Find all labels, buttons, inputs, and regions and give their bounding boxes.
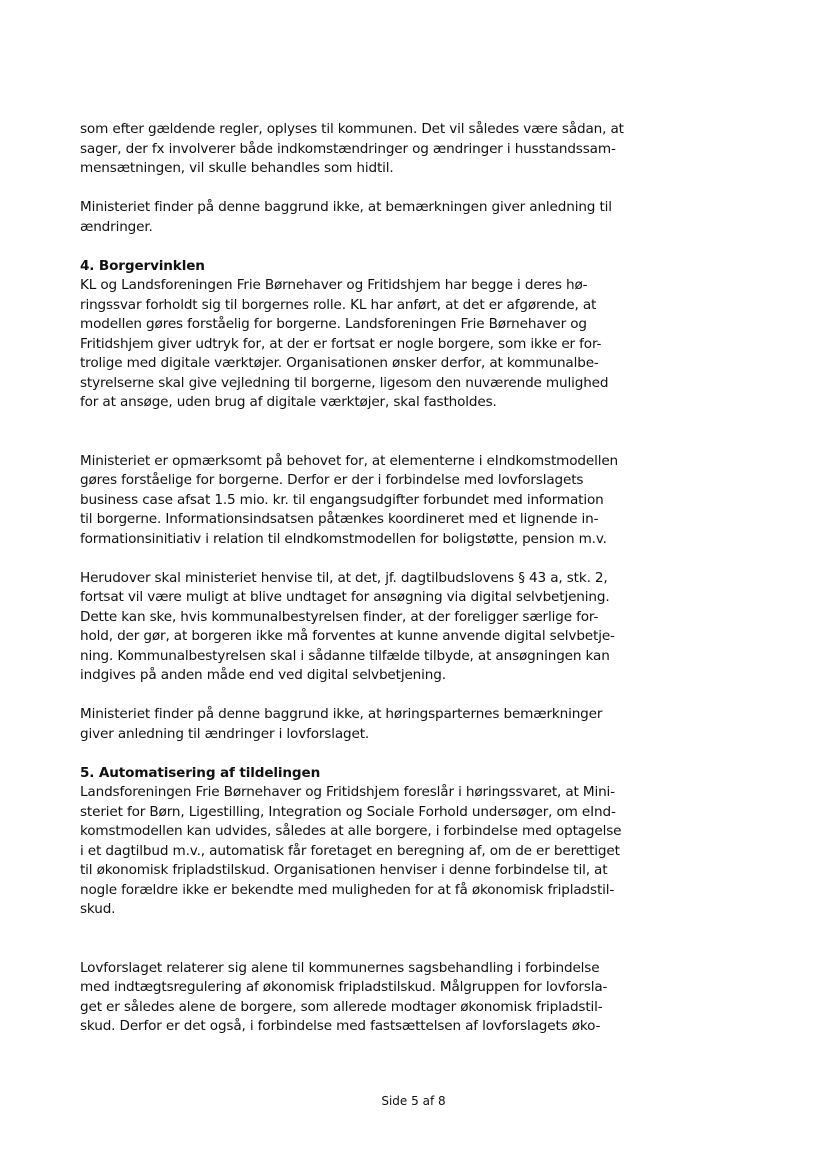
paragraph-ministry-response-scope xyxy=(80,959,620,1037)
text-line: formationsinitiativ i relation til eIndkomstmodellen for boligstøtte, pension m.v. xyxy=(80,530,607,547)
text-line: fortsat vil være muligt at blive undtaget for ansøgning via digital selvbetjening. xyxy=(80,589,610,605)
text-line: Lovforslaget relaterer sig alene til kommunernes sagsbehandling i forbindelse xyxy=(80,959,600,976)
text-line: modellen gøres forståelig for borgerne. Landsforeningen Frie Børnehaver og xyxy=(80,316,587,332)
text-line: indgives på anden måde end ved digital selvbetjening. xyxy=(80,667,446,683)
text-line: ning. Kommunalbestyrelsen skal i sådanne tilfælde tilbyde, at ansøgningen kan xyxy=(80,647,610,664)
text-line: trolige med digitale værktøjer. Organisationen ønsker derfor, at kommunalbe- xyxy=(80,355,599,371)
text-line: ændringer. xyxy=(80,218,153,235)
text-line: sager, der fx involverer både indkomstændringer og ændringer i husstandssam- xyxy=(80,140,616,157)
text-line: steriet for Børn, Ligestilling, Integration og Sociale Forhold undersøger, om eInd- xyxy=(80,803,616,820)
page-separator: af xyxy=(422,1094,435,1108)
text-line: til borgerne. Informationsindsatsen påtænkes koordineret med et lignende in- xyxy=(80,511,599,527)
text-line: ringssvar forholdt sig til borgernes rolle. KL har anført, at det er afgørende, at xyxy=(80,296,597,313)
page-word: Side xyxy=(381,1094,408,1108)
page-total: 8 xyxy=(438,1094,446,1108)
text-line: til økonomisk fripladstilskud. Organisationen henviser i denne forbindelse til, at xyxy=(80,862,608,878)
text-line: i et dagtilbud m.v., automatisk får foretaget en beregning af, om de er berettiget xyxy=(80,842,620,859)
text-line: komstmodellen kan udvides, således at alle borgere, i forbindelse med optagelse xyxy=(80,823,622,839)
section-heading: 4. Borgervinklen xyxy=(80,257,205,274)
text-line: skud. Derfor er det også, i forbindelse med fastsættelsen af lovforslagets øko- xyxy=(80,1018,601,1034)
paragraph-ministry-conclusion-1 xyxy=(80,198,620,237)
page-footer xyxy=(0,1093,827,1109)
text-line: Herudover skal ministeriet henvise til, at det, jf. dagtilbudslovens § 43 a, stk. 2, xyxy=(80,569,608,586)
text-line: business case afsat 1.5 mio. kr. til engangsudgifter forbundet med information xyxy=(80,491,604,508)
text-line: nogle forældre ikke er bekendte med muligheden for at få økonomisk fripladstil- xyxy=(80,881,615,898)
section-heading: 5. Automatisering af tildelingen xyxy=(80,764,321,781)
section-borgervinklen xyxy=(80,257,620,413)
text-line: get er således alene de borgere, som allerede modtager økonomisk fripladstil- xyxy=(80,998,603,1015)
page-current: 5 xyxy=(411,1094,419,1108)
document-body xyxy=(80,120,624,1037)
text-line: skud. xyxy=(80,901,116,917)
text-line: Landsforeningen Frie Børnehaver og Fritidshjem foreslår i høringssvaret, at Mini- xyxy=(80,784,615,800)
text-line: for at ansøge, uden brug af digitale værktøjer, skal fastholdes. xyxy=(80,394,497,410)
paragraph-ministry-response-information xyxy=(80,452,620,550)
text-line: Ministeriet finder på denne baggrund ikke, at høringsparternes bemærkninger xyxy=(80,706,603,722)
paragraph-continuation xyxy=(80,120,624,179)
text-line: Ministeriet er opmærksomt på behovet for, at elementerne i eIndkomstmodellen xyxy=(80,452,619,469)
text-line: hold, der gør, at borgeren ikke må forventes at kunne anvende digital selvbetje- xyxy=(80,628,615,644)
text-line: styrelserne skal give vejledning til borgerne, ligesom den nuværende mulighed xyxy=(80,374,609,391)
text-line: gøres forståelige for borgerne. Derfor er der i forbindelse med lovforslagets xyxy=(80,472,584,488)
text-line: Dette kan ske, hvis kommunalbestyrelsen finder, at der foreligger særlige for- xyxy=(80,608,599,625)
text-line: giver anledning til ændringer i lovforslaget. xyxy=(80,725,370,742)
text-line: KL og Landsforeningen Frie Børnehaver og Fritidshjem har begge i deres hø- xyxy=(80,277,588,293)
text-line: Ministeriet finder på denne baggrund ikke, at bemærkningen giver anledning til xyxy=(80,199,612,215)
paragraph-exemption xyxy=(80,569,620,686)
page-number-label xyxy=(381,1094,445,1108)
paragraph-ministry-conclusion-2 xyxy=(80,705,620,744)
text-line: som efter gældende regler, oplyses til kommunen. Det vil således være sådan, at xyxy=(80,121,624,137)
section-automatisering xyxy=(80,764,620,920)
text-line: med indtægtsregulering af økonomisk fripladstilskud. Målgruppen for lovforsla- xyxy=(80,979,608,995)
text-line: mensætningen, vil skulle behandles som hidtil. xyxy=(80,160,394,176)
text-line: Fritidshjem giver udtryk for, at der er fortsat er nogle borgere, som ikke er for- xyxy=(80,335,602,352)
